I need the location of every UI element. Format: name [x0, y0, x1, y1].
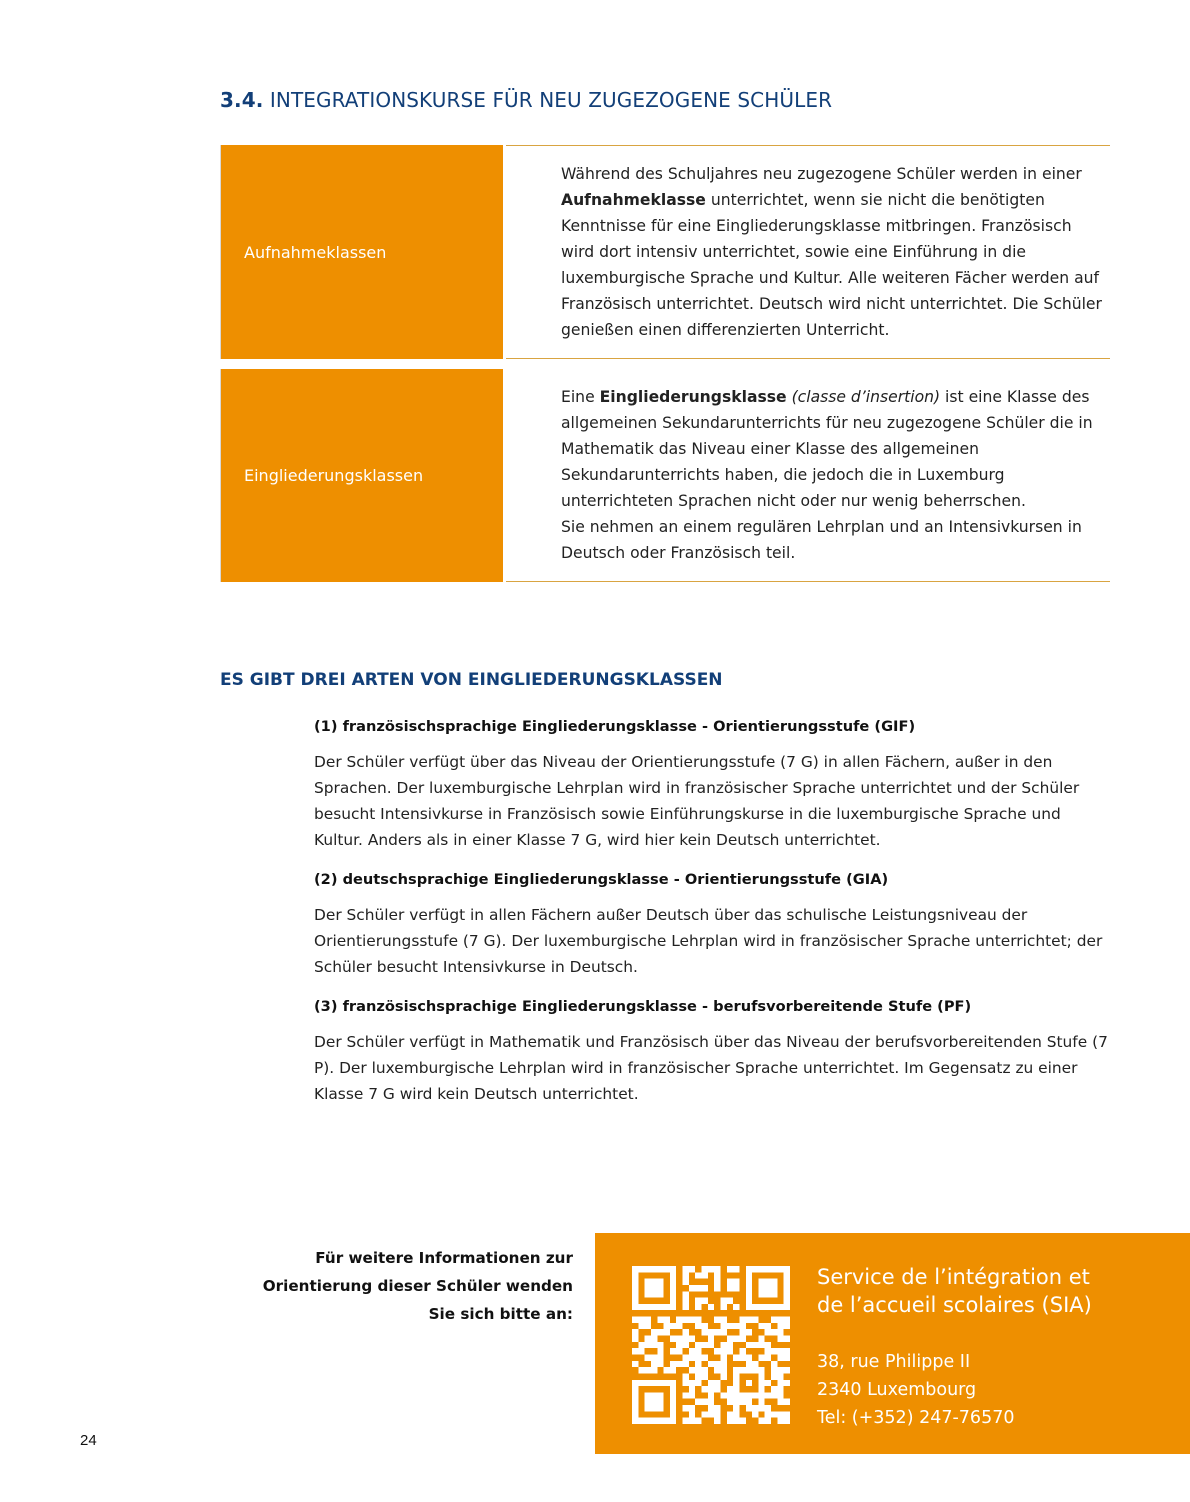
prompt-line: Für weitere Informationen zur	[315, 1249, 573, 1267]
section-title-text: INTEGRATIONSKURSE FÜR NEU ZUGEZOGENE SCHÜLER	[269, 88, 833, 112]
bold-term: Aufnahmeklasse	[561, 191, 706, 209]
list-item	[314, 718, 1114, 853]
text-run: Eine	[561, 388, 600, 406]
type-body: Der Schüler verfügt in allen Fächern außer Deutsch über das schulische Leistungsniveau der Orientierungsstufe (7 G). Der luxemburgische Lehrplan wird in französischer Sprache unterrichtet; der Schüler besucht Intensivkurse in Deutsch.	[314, 906, 1103, 976]
row-description-text	[561, 161, 1106, 343]
italic-term: (classe d’insertion)	[791, 388, 941, 406]
page-number: 24	[80, 1432, 97, 1449]
row-description	[506, 369, 1110, 582]
address-line: 38, rue Philippe II	[817, 1352, 971, 1372]
type-body: Der Schüler verfügt in Mathematik und Französisch über das Niveau der berufsvorbereitenden Stufe (7 P). Der luxemburgische Lehrplan wird in französischer Sprache unterrichtet. Im Gegensatz zu einer Klasse 7 G wird kein Deutsch unterrichtet.	[314, 1033, 1108, 1103]
type-title: (3) französischsprachige Eingliederungsklasse - berufsvorbereitende Stufe (PF)	[314, 998, 972, 1015]
section-number: 3.4.	[220, 88, 264, 112]
text-run: Sie nehmen an einem regulären Lehrplan und an Intensivkursen in Deutsch oder Französisch teil.	[561, 518, 1082, 562]
address-line: 2340 Luxembourg	[817, 1380, 977, 1400]
text-run: Während des Schuljahres neu zugezogene Schüler werden in einer	[561, 165, 1082, 183]
text-run: unterrichtet, wenn sie nicht die benötigten Kenntnisse für eine Eingliederungsklasse mitbringen. Französisch wird dort intensiv unterrichtet, sowie eine Einführung in die luxemburgische Sprache und Kultur. Alle weiteren Fächer werden auf Französisch unterrichtet. Deutsch wird nicht unterrichtet. Die Schüler genießen einen differenzierten Unterricht.	[561, 191, 1102, 339]
qr-code-icon[interactable]	[632, 1264, 790, 1426]
phone-number[interactable]: Tel: (+352) 247-76570	[817, 1408, 1015, 1428]
list-item	[314, 871, 1114, 980]
bold-term: Eingliederungsklasse	[599, 388, 787, 406]
organization-line: Service de l’intégration et	[817, 1265, 1090, 1289]
types-list	[314, 718, 1114, 1125]
row-description	[506, 145, 1110, 359]
contact-box	[595, 1233, 1190, 1454]
types-heading: ES GIBT DREI ARTEN VON EINGLIEDERUNGSKLASSEN	[220, 670, 723, 690]
type-title: (1) französischsprachige Eingliederungsklasse - Orientierungsstufe (GIF)	[314, 718, 916, 735]
table-row	[220, 369, 1110, 582]
type-body: Der Schüler verfügt über das Niveau der Orientierungsstufe (7 G) in allen Fächern, außer in den Sprachen. Der luxemburgische Lehrplan wird in französischer Sprache unterrichtet und der Schüler besucht Intensivkurse in Französisch sowie Einführungskurse in die luxemburgische Sprache und Kultur. Anders als in einer Klasse 7 G, wird hier kein Deutsch unterrichtet.	[314, 753, 1080, 849]
prompt-line: Sie sich bitte an:	[428, 1305, 573, 1323]
contact-organization	[817, 1263, 1092, 1319]
contact-address	[817, 1348, 1014, 1432]
row-label: Eingliederungsklassen	[220, 369, 503, 582]
prompt-line: Orientierung dieser Schüler wenden	[262, 1277, 573, 1295]
text-run: ist eine Klasse des allgemeinen Sekundarunterrichts für neu zugezogene Schüler die in Mathematik das Niveau einer Klasse des allgemeinen Sekundarunterrichts haben, die jedoch die in Luxemburg unterrichteten Sprachen nicht oder nur wenig beherrschen.	[561, 388, 1093, 510]
type-title: (2) deutschsprachige Eingliederungsklasse - Orientierungsstufe (GIA)	[314, 871, 889, 888]
contact-prompt	[250, 1244, 573, 1328]
row-label: Aufnahmeklassen	[220, 145, 503, 359]
section-title	[220, 88, 832, 112]
row-description-text	[561, 384, 1106, 566]
organization-line: de l’accueil scolaires (SIA)	[817, 1293, 1092, 1317]
table-row	[220, 145, 1110, 359]
list-item	[314, 998, 1114, 1107]
